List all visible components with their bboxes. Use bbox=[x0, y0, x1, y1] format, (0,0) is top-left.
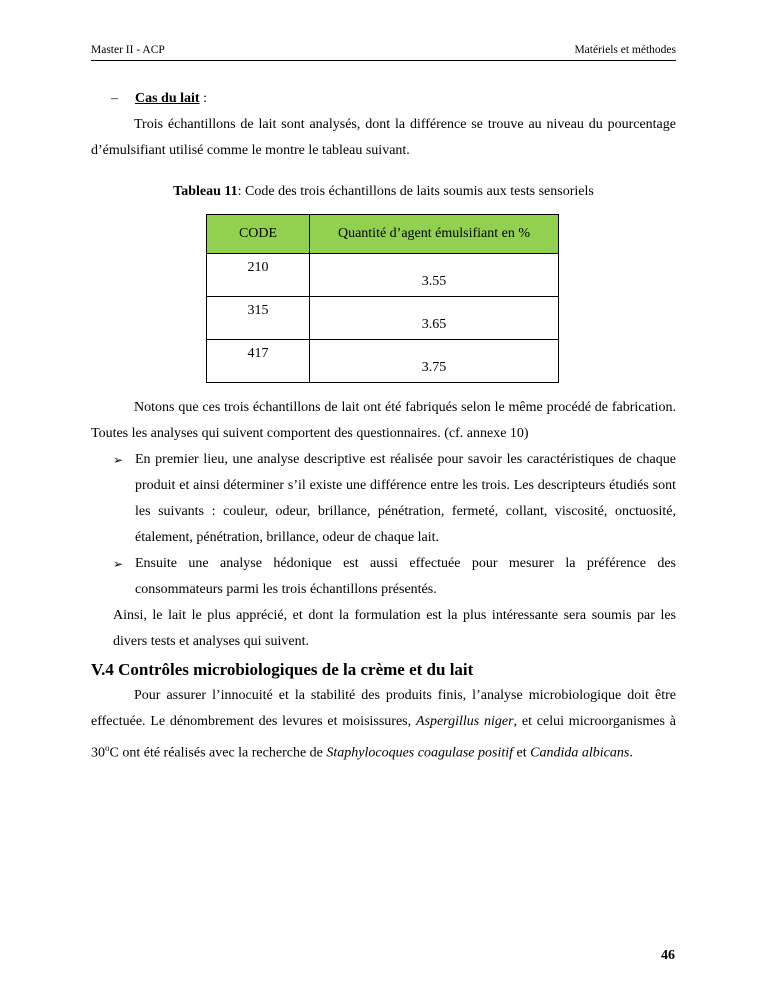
cell-code: 315 bbox=[207, 297, 310, 340]
header-code: CODE bbox=[207, 215, 310, 254]
sample-code-table bbox=[206, 214, 559, 383]
v4-text-2: , et celui microorganismes à 30 bbox=[91, 714, 676, 761]
v4-text-5: . bbox=[629, 745, 633, 761]
v4-italic-aspergillus: Aspergillus niger bbox=[415, 714, 514, 729]
lait-intro: Trois échantillons de lait sont analysés, dont la différence se trouve au niveau du pourcentage d’émulsifiant utilisé comme le montre le tableau suivant. bbox=[91, 117, 676, 158]
section-v4-heading: V.4 Contrôles microbiologiques de la crème et du lait bbox=[91, 660, 474, 679]
header-quantity: Quantité d’agent émulsifiant en % bbox=[310, 215, 559, 254]
header-left: Master II - ACP bbox=[91, 44, 165, 56]
v4-degree-sup: o bbox=[105, 743, 110, 753]
cell-quantity: 3.65 bbox=[310, 297, 559, 340]
header-right: Matériels et méthodes bbox=[574, 44, 676, 56]
page-number: 46 bbox=[661, 948, 675, 963]
notons-paragraph: Notons que ces trois échantillons de lait ont été fabriqués selon le même procédé de fabrication. Toutes les analyses qui suivent comportent des questionnaires. (cf. annexe 10) bbox=[91, 400, 676, 441]
table-caption bbox=[91, 182, 676, 202]
list-item bbox=[91, 447, 676, 551]
bullet-hedonic: Ensuite une analyse hédonique est aussi effectuée pour mesurer la préférence des consommateurs parmi les trois échantillons présentés. bbox=[135, 556, 676, 597]
arrow-bullet-icon: ➢ bbox=[113, 453, 124, 467]
page-body bbox=[91, 86, 676, 767]
v4-text-3: C ont été réalisés avec la recherche de bbox=[109, 745, 327, 761]
lait-title: Cas du lait bbox=[135, 91, 200, 106]
arrow-bullet-icon: ➢ bbox=[113, 557, 124, 571]
table-row bbox=[207, 297, 559, 340]
table-caption-label: Tableau 11 bbox=[173, 184, 238, 199]
page-header bbox=[91, 40, 676, 61]
v4-text-1: Pour assurer l’innocuité et la stabilité des produits finis, l’analyse microbiologique doit être effectuée. Le dénombrement des levures et moisissures, bbox=[91, 688, 676, 729]
section-v4-paragraph bbox=[91, 683, 676, 767]
v4-italic-staphylocoques: Staphylocoques coagulase positif bbox=[326, 745, 514, 761]
table-caption-text: : Code des trois échantillons de laits soumis aux tests sensoriels bbox=[237, 184, 594, 199]
v4-text-4: et bbox=[513, 745, 531, 761]
dash-marker: – bbox=[111, 91, 118, 106]
cell-code: 417 bbox=[207, 340, 310, 383]
cell-quantity: 3.75 bbox=[310, 340, 559, 383]
v4-italic-candida: Candida albicans bbox=[530, 745, 630, 761]
lait-title-suffix: : bbox=[199, 91, 207, 106]
cell-code: 210 bbox=[207, 254, 310, 297]
table-row bbox=[207, 254, 559, 297]
ainsi-paragraph: Ainsi, le lait le plus apprécié, et dont la formulation est la plus intéressante sera soumis par les divers tests et analyses qui suivent. bbox=[113, 608, 676, 649]
table-header-row bbox=[207, 215, 559, 254]
analysis-bullet-list bbox=[91, 447, 676, 603]
table-row bbox=[207, 340, 559, 383]
cell-quantity: 3.55 bbox=[310, 254, 559, 297]
list-item bbox=[91, 551, 676, 603]
bullet-descriptive: En premier lieu, une analyse descriptive est réalisée pour savoir les caractéristiques de chaque produit et ainsi déterminer s’il existe une différence entre les trois. Les descripteurs étudiés sont les suivants : couleur, odeur, brillance, pénétration, fermeté, collant, viscosité, onctuosité, étalement, pénétration, brillance, odeur de chaque lait. bbox=[135, 452, 676, 545]
section-lait-title bbox=[91, 86, 676, 112]
